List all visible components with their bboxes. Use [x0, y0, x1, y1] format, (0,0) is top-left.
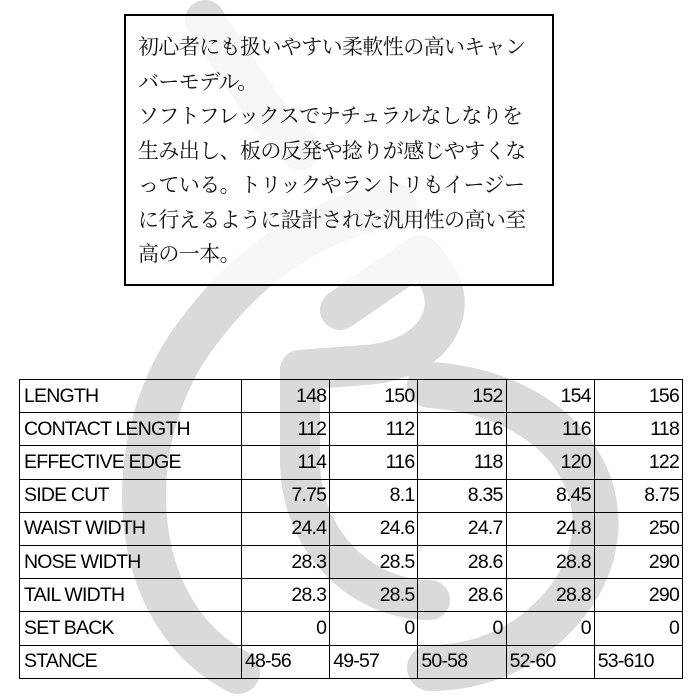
spec-value: 28.3: [242, 545, 330, 578]
spec-value: 118: [594, 413, 682, 446]
spec-table: [19, 379, 683, 679]
spec-value: 28.6: [418, 579, 506, 612]
spec-value: 114: [242, 446, 330, 479]
product-description-text: 初心者にも扱いやすい柔軟性の高いキャンバーモデル。 ソフトフレックスでナチュラルなしなりを生み出し、板の反発や捻りが感じやすくなっている。トリックやラントリもイージーに行えるように設計された汎用性の高い至高の一本。: [138, 35, 526, 266]
spec-value: 0: [242, 612, 330, 645]
spec-value: 116: [330, 446, 418, 479]
spec-value: 154: [506, 380, 594, 413]
spec-label: LENGTH: [20, 380, 242, 413]
spec-label: SET BACK: [20, 612, 242, 645]
spec-value: 118: [418, 446, 506, 479]
spec-value: 24.7: [418, 512, 506, 545]
spec-value: 8.45: [506, 479, 594, 512]
spec-value: 7.75: [242, 479, 330, 512]
spec-row-length: [20, 380, 683, 413]
spec-label: CONTACT LENGTH: [20, 413, 242, 446]
spec-value: 24.6: [330, 512, 418, 545]
spec-label: STANCE: [20, 645, 242, 678]
spec-row-contact-length: [20, 413, 683, 446]
spec-row-side-cut: [20, 479, 683, 512]
spec-value: 8.75: [594, 479, 682, 512]
spec-value: 49-57: [330, 645, 418, 678]
spec-value: 24.4: [242, 512, 330, 545]
spec-row-effective-edge: [20, 446, 683, 479]
spec-value: 50-58: [418, 645, 506, 678]
spec-value: 122: [594, 446, 682, 479]
product-description-box: [124, 14, 554, 286]
spec-label: SIDE CUT: [20, 479, 242, 512]
spec-value: 290: [594, 579, 682, 612]
spec-value: 116: [418, 413, 506, 446]
spec-label: EFFECTIVE EDGE: [20, 446, 242, 479]
spec-value: 28.5: [330, 579, 418, 612]
spec-value: 112: [330, 413, 418, 446]
spec-value: 0: [506, 612, 594, 645]
spec-value: 250: [594, 512, 682, 545]
spec-value: 290: [594, 545, 682, 578]
spec-value: 53-610: [594, 645, 682, 678]
spec-value: 52-60: [506, 645, 594, 678]
spec-value: 0: [330, 612, 418, 645]
spec-value: 28.6: [418, 545, 506, 578]
spec-value: 24.8: [506, 512, 594, 545]
spec-value: 28.8: [506, 545, 594, 578]
spec-label: TAIL WIDTH: [20, 579, 242, 612]
spec-value: 28.8: [506, 579, 594, 612]
spec-row-nose-width: [20, 545, 683, 578]
spec-value: 120: [506, 446, 594, 479]
spec-value: 0: [418, 612, 506, 645]
spec-row-tail-width: [20, 579, 683, 612]
spec-label: WAIST WIDTH: [20, 512, 242, 545]
spec-value: 156: [594, 380, 682, 413]
spec-row-waist-width: [20, 512, 683, 545]
spec-value: 8.35: [418, 479, 506, 512]
spec-value: 148: [242, 380, 330, 413]
spec-value: 28.5: [330, 545, 418, 578]
spec-value: 150: [330, 380, 418, 413]
spec-value: 152: [418, 380, 506, 413]
spec-label: NOSE WIDTH: [20, 545, 242, 578]
spec-value: 116: [506, 413, 594, 446]
spec-row-stance: [20, 645, 683, 678]
spec-value: 8.1: [330, 479, 418, 512]
spec-value: 28.3: [242, 579, 330, 612]
spec-value: 112: [242, 413, 330, 446]
spec-row-set-back: [20, 612, 683, 645]
spec-value: 48-56: [242, 645, 330, 678]
spec-value: 0: [594, 612, 682, 645]
